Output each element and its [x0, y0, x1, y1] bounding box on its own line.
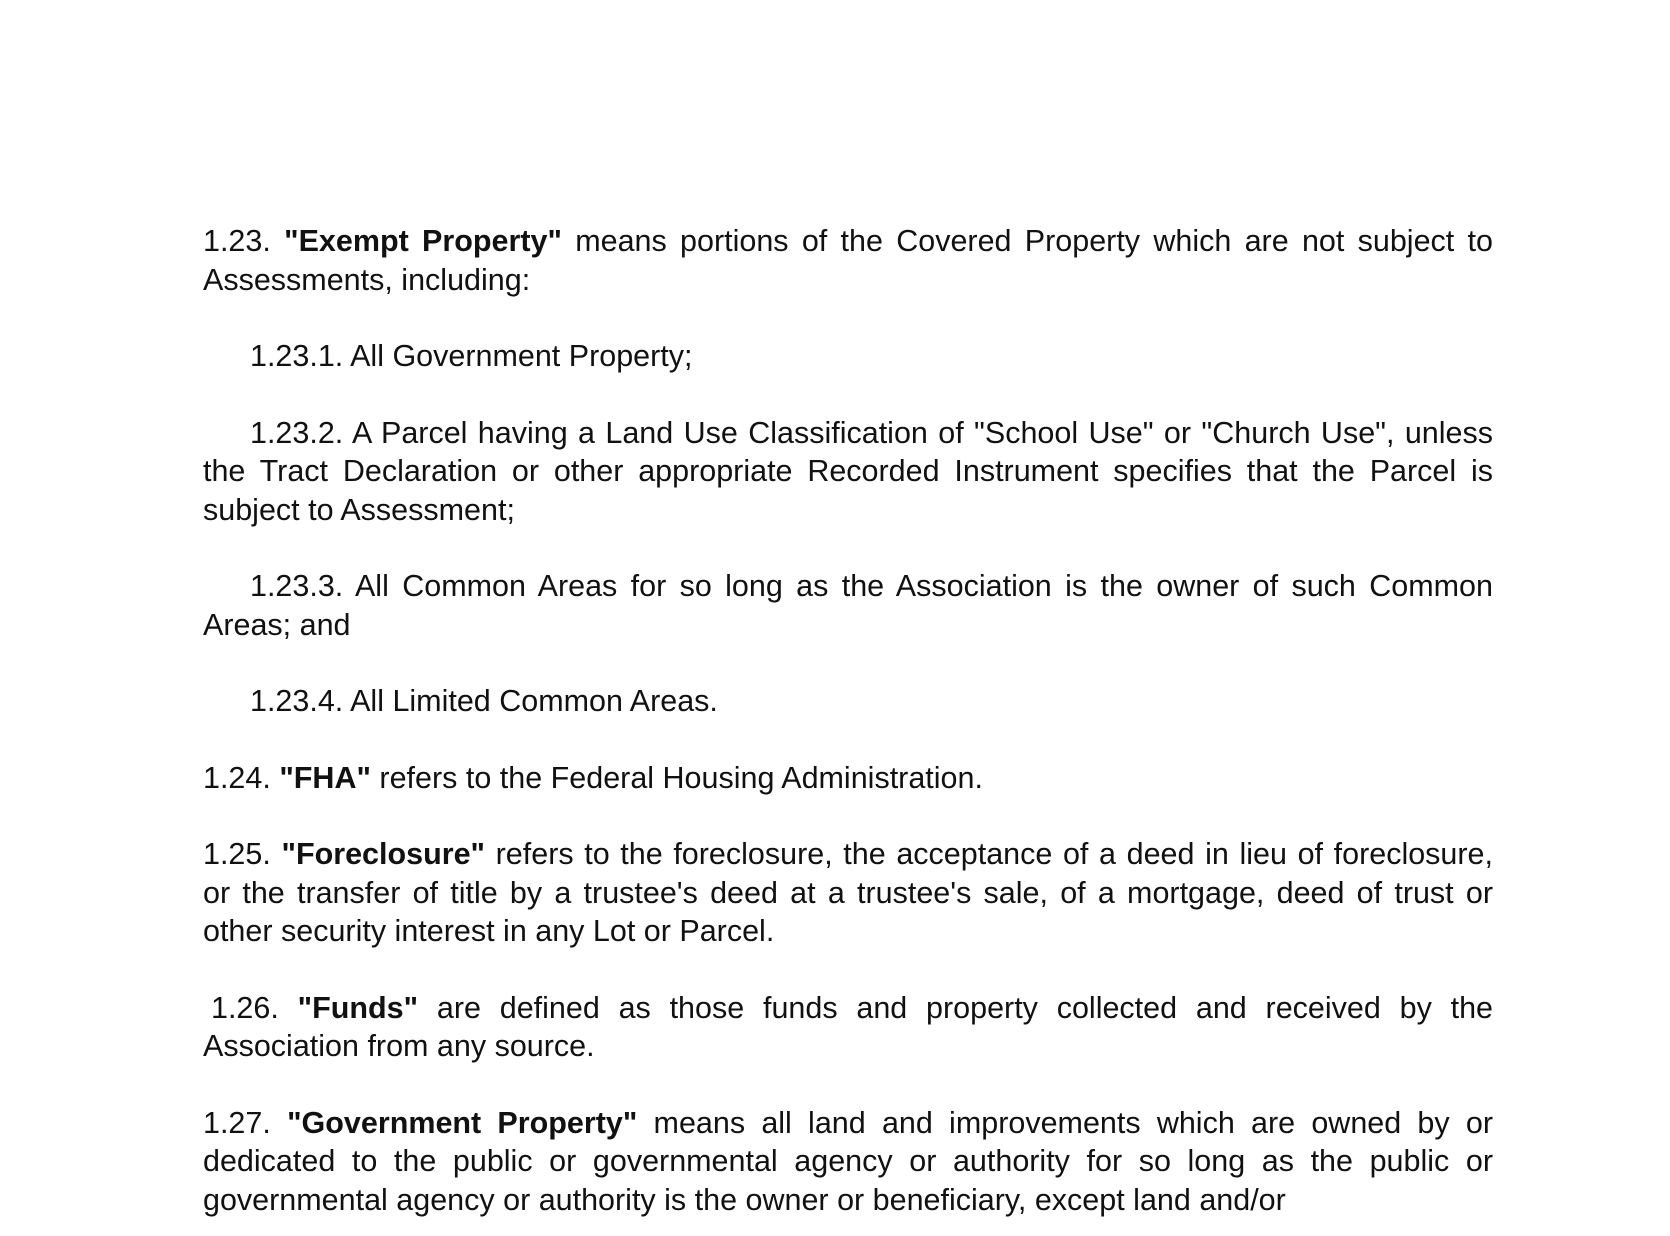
section-1-23-3 [203, 567, 1493, 644]
defined-term: "Foreclosure" [281, 837, 485, 871]
document-body [203, 222, 1493, 1236]
section-text: are defined as those funds and property collected and received by the Association from any source. [203, 990, 1494, 1063]
section-number: 1.23.2. [250, 415, 344, 450]
defined-term: "Exempt Property" [284, 224, 562, 258]
section-1-25 [203, 835, 1493, 951]
section-number: 1.24. [203, 760, 271, 795]
section-number: 1.26. [211, 990, 279, 1025]
section-1-23-4 [203, 682, 1493, 721]
section-1-23-1 [203, 337, 1493, 376]
section-1-23 [203, 222, 1493, 299]
section-number: 1.23.3. [250, 569, 344, 603]
section-text: means portions of the Covered Property which are not subject to Assessments, including: [203, 224, 1493, 297]
section-text: means all land and improvements which are owned by or dedicated to the public or governmental agency or authority for so long as the public or governmental agency or authority is the owner or beneficiary, except land and/or [203, 1105, 1493, 1217]
defined-term: "Government Property" [287, 1105, 638, 1140]
section-number: 1.25. [203, 837, 271, 871]
section-1-27 [203, 1104, 1493, 1220]
section-1-24 [203, 759, 1493, 798]
section-text: All Government Property; [350, 339, 693, 373]
section-text: All Common Areas for so long as the Association is the owner of such Common Areas; and [203, 569, 1493, 642]
section-number: 1.23.4. [250, 684, 344, 718]
section-number: 1.27. [203, 1105, 271, 1140]
section-number: 1.23.1. [250, 339, 344, 373]
section-text: A Parcel having a Land Use Classification of "School Use" or "Church Use", unless the Tract Declaration or other appropriate Recorded Instrument specifies that the Parcel is subject to Assessment; [203, 415, 1493, 527]
section-1-23-2 [203, 414, 1493, 530]
section-number: 1.23. [203, 224, 271, 258]
section-1-26 [203, 989, 1493, 1066]
section-text: All Limited Common Areas. [350, 684, 718, 718]
defined-term: "Funds" [297, 990, 419, 1025]
defined-term: "FHA" [279, 760, 371, 795]
section-text: refers to the foreclosure, the acceptance of a deed in lieu of foreclosure, or the transfer of title by a trustee's deed at a trustee's sale, of a mortgage, deed of trust or other security interest in any Lot or Parcel. [203, 837, 1493, 948]
section-text: refers to the Federal Housing Administration. [379, 760, 983, 795]
